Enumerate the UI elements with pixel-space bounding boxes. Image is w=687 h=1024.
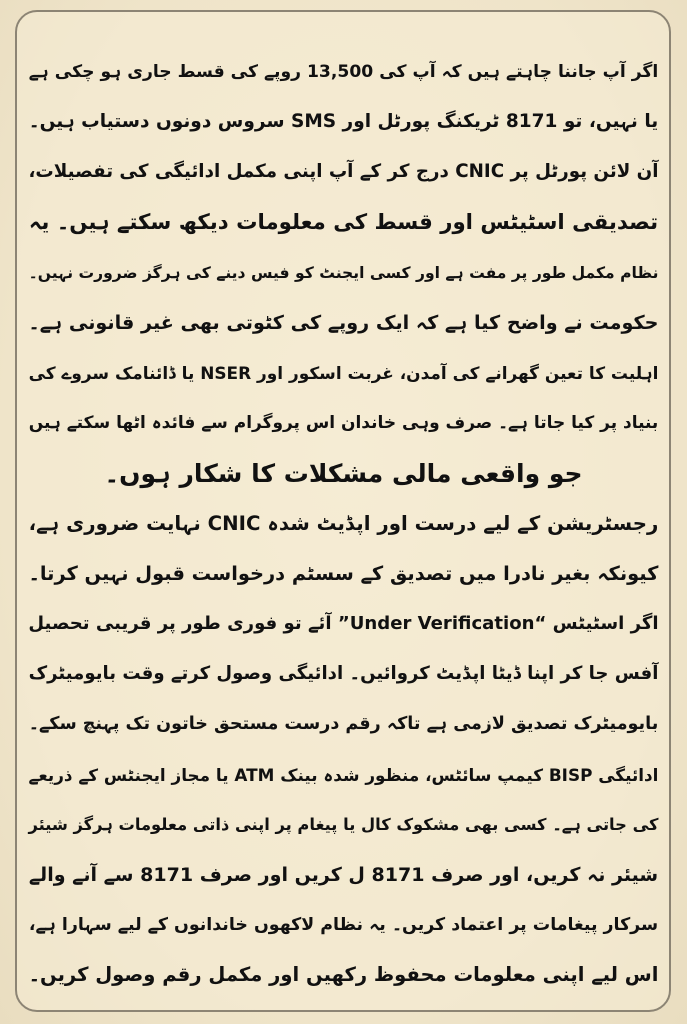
text-line: بایومیٹرک تصدیق لازمی ہے تاکہ رقم درست مستحق خاتون تک پہنچ سکے۔ xyxy=(28,714,659,735)
text-line: جو واقعی مالی مشکلات کا شکار ہوں۔ xyxy=(104,458,583,488)
text-line: اگر آپ جاننا چاہتے ہیں کہ آپ کی 13,500 روپے کی قسط جاری ہو چکی ہے xyxy=(28,62,659,82)
text-line: اہلیت کا تعین گھرانے کی آمدن، غربت اسکور اور NSER یا ڈائنامک سروے کی xyxy=(28,363,659,384)
text-line: بنیاد پر کیا جاتا ہے۔ صرف وہی خاندان اس پروگرام سے فائدہ اٹھا سکتے ہیں xyxy=(28,413,659,434)
text-line: رجسٹریشن کے لیے درست اور اپڈیٹ شدہ CNIC نہایت ضروری ہے، xyxy=(28,511,659,535)
text-line: کیونکہ بغیر نادرا میں تصدیق کے سسٹم درخواست قبول نہیں کرتا۔ xyxy=(28,561,659,585)
text-line: یا نہیں، تو 8171 ٹریکنگ پورٹل اور SMS سروس دونوں دستیاب ہیں۔ xyxy=(28,111,659,133)
text-line: کی جاتی ہے۔ کسی بھی مشکوک کال یا پیغام پر اپنی ذاتی معلومات ہرگز شیئر xyxy=(28,814,659,834)
text-line: آفس جا کر اپنا ڈیٹا اپڈیٹ کروائیں۔ ادائیگی وصول کرتے وقت بایومیٹرک xyxy=(28,663,659,685)
text-line: تصدیقی اسٹیٹس اور قسط کی معلومات دیکھ سکتے ہیں۔ یہ xyxy=(28,209,659,235)
urdu-text-body xyxy=(22,47,665,1001)
text-line: شیئر نہ کریں، اور صرف 8171 ل کریں اور صرف 8171 سے آنے والے xyxy=(28,864,659,886)
text-line: حکومت نے واضح کیا ہے کہ ایک روپے کی کٹوتی بھی غیر قانونی ہے۔ xyxy=(28,310,659,334)
text-line: اس لیے اپنی معلومات محفوظ رکھیں اور مکمل رقم وصول کریں۔ xyxy=(28,963,659,987)
text-line: اگر اسٹیٹس “Under Verification” آئے تو فوری طور پر قریبی تحصیل xyxy=(28,613,659,635)
text-line: سرکار پیغامات پر اعتماد کریں۔ یہ نظام لاکھوں خاندانوں کے لیے سہارا ہے، xyxy=(28,915,659,936)
text-line: ادائیگی BISP کیمپ سائٹس، منظور شدہ بینک ATM یا مجاز ایجنٹس کے ذریعے xyxy=(28,764,659,785)
text-line: آن لائن پورٹل پر CNIC درج کر کے آپ اپنی مکمل ادائیگی کی تفصیلات، xyxy=(28,161,659,183)
text-line: نظام مکمل طور پر مفت ہے اور کسی ایجنٹ کو فیس دینے کی ہرگز ضرورت نہیں۔ xyxy=(28,263,659,282)
